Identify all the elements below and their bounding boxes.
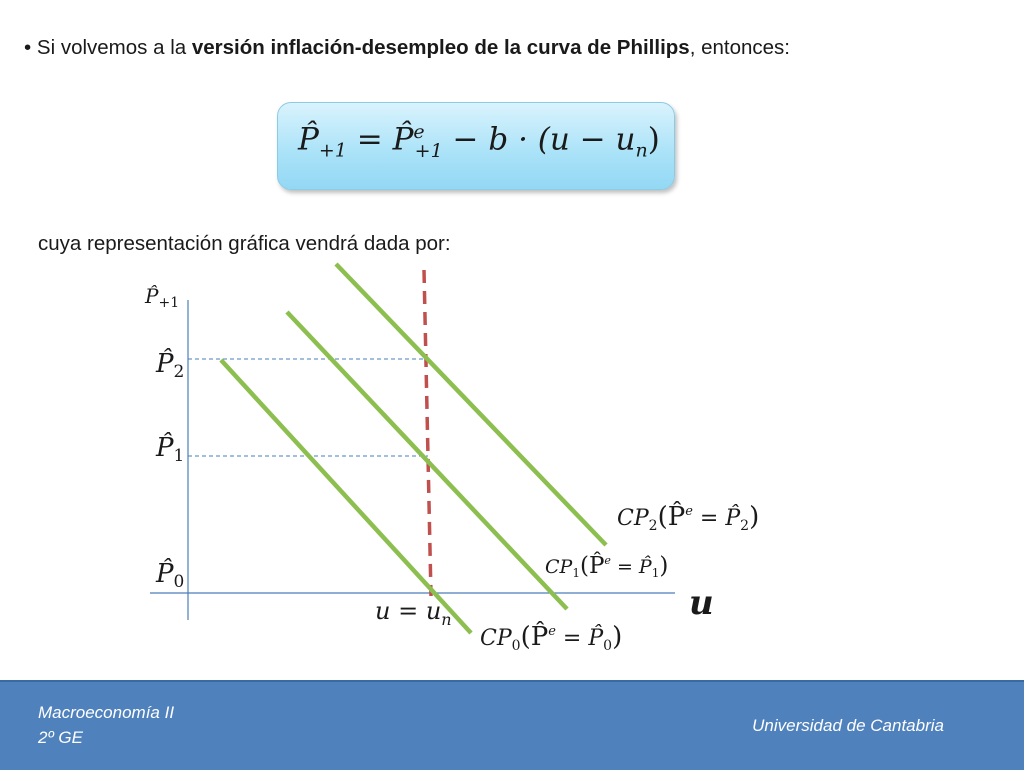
bullet-post: , entonces: — [689, 36, 790, 59]
formula-tail: − b · (u − u — [442, 121, 636, 158]
bullet-marker: • — [24, 36, 32, 59]
formula-rhs-sup: e — [413, 121, 425, 143]
caption-text: cuya representación gráfica vendrá dada por: — [38, 232, 451, 255]
formula-tail-sub: n — [635, 139, 648, 162]
formula-close: ) — [647, 121, 660, 158]
curve-cp0 — [221, 360, 471, 633]
formula-rhs-sub: +1 — [414, 139, 443, 162]
curve-label-cp1: $CP_1(P̂^e$ = $P̂_1$) — [545, 553, 669, 580]
bullet-pre: Si volvemos a la — [36, 36, 192, 59]
level-label-p1: P̂1 — [156, 433, 185, 466]
footer-course: Macroeconomía II — [38, 703, 175, 722]
formula-lhs-sub: +1 — [318, 139, 347, 162]
footer — [0, 680, 1024, 770]
natural-rate-line — [424, 270, 431, 596]
formula-eq: = — [346, 121, 393, 158]
formula-lhs: P̂ — [298, 121, 319, 158]
bullet-bold: versión inflación-desempleo de la curva de Phillips — [191, 36, 690, 59]
y-axis-label: $P̂_{+1}$ — [145, 284, 180, 311]
formula-rhs: P̂ — [392, 121, 414, 158]
footer-group: 2º GE — [38, 728, 83, 747]
natural-rate-label: $u = u_n$ — [375, 597, 452, 629]
curve-label-cp0: $CP_0(P̂^e$ = $P̂_0$) — [480, 622, 623, 654]
footer-university: Universidad de Cantabria — [752, 716, 944, 735]
level-label-p2: P̂2 — [156, 349, 185, 382]
curve-label-cp2: $CP_2(P̂^e$ = $P̂_2$) — [617, 502, 760, 534]
level-label-p0: P̂0 — [156, 559, 185, 592]
footer-course-block — [38, 700, 174, 750]
x-axis-label: u — [689, 583, 714, 623]
